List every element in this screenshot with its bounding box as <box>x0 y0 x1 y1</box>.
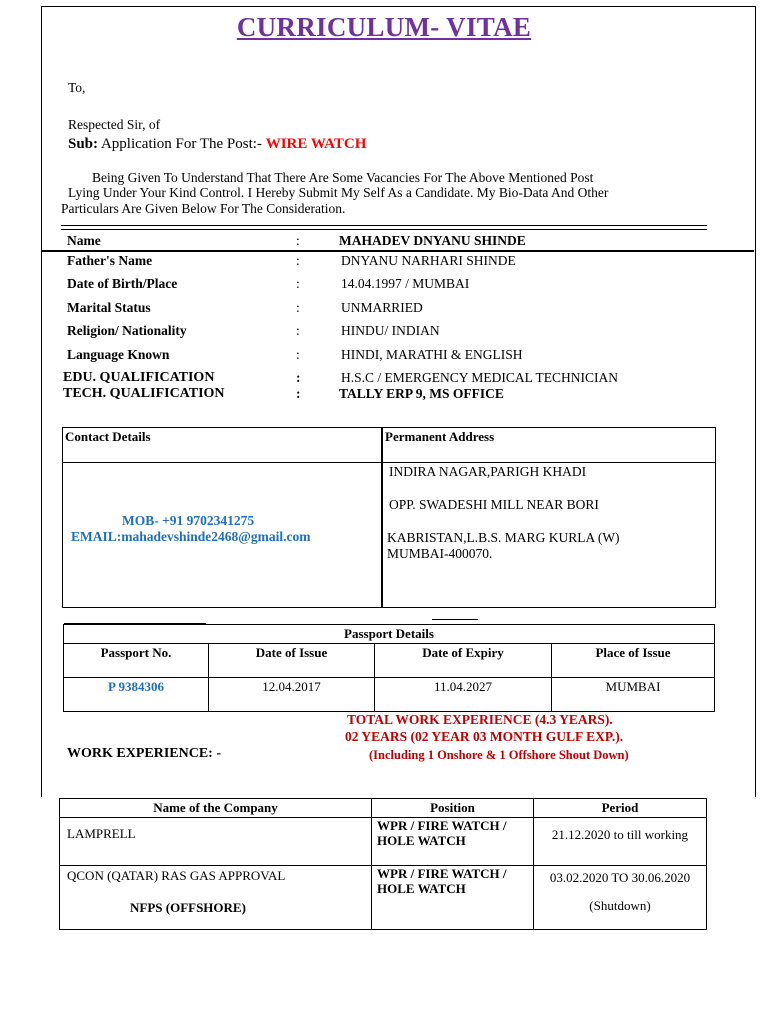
detail-value-edu: H.S.C / EMERGENCY MEDICAL TECHNICIAN <box>341 370 619 385</box>
passport-table <box>63 624 715 712</box>
address-cell <box>381 462 716 608</box>
contact-mobile: MOB- +91 9702341275 <box>122 513 255 528</box>
company-name: LAMPRELL <box>67 826 136 841</box>
letter-salutation: Respected Sir, of <box>68 117 161 132</box>
detail-colon: : <box>296 253 300 268</box>
letter-body-line-1: Being Given To Understand That There Are Some Vacancies For The Above Mentioned Post <box>92 170 594 185</box>
detail-label-tech: TECH. QUALIFICATION <box>63 386 225 401</box>
address-header-cell <box>381 427 716 463</box>
detail-colon: : <box>296 347 300 362</box>
work-position <box>372 818 534 866</box>
company-location: NFPS (OFFSHORE) <box>130 900 246 915</box>
period-note: (Shutdown) <box>589 898 651 913</box>
table-row <box>60 818 707 866</box>
passport-number: P 9384306 <box>64 678 209 712</box>
detail-value-marital: UNMARRIED <box>341 300 423 315</box>
detail-label-language: Language Known <box>67 347 170 362</box>
subject-label: Sub: <box>68 136 99 152</box>
address-line: OPP. SWADESHI MILL NEAR BORI <box>389 497 599 512</box>
contact-cell <box>62 462 383 608</box>
detail-colon: : <box>296 233 300 248</box>
work-experience-label: WORK EXPERIENCE: - <box>67 746 222 761</box>
detail-label-dob: Date of Birth/Place <box>67 276 178 291</box>
letter-body-line-3: Particulars Are Given Below For The Consideration. <box>61 201 346 216</box>
separator-line <box>61 229 707 230</box>
detail-label-edu: EDU. QUALIFICATION <box>63 370 215 385</box>
detail-label-marital: Marital Status <box>67 300 151 315</box>
passport-header: Passport No. <box>64 644 209 678</box>
work-position <box>372 866 534 930</box>
detail-value-father: DNYANU NARHARI SHINDE <box>341 253 516 268</box>
separator-line <box>61 225 707 226</box>
table-row <box>60 799 707 818</box>
company-name: QCON (QATAR) RAS GAS APPROVAL <box>67 868 286 883</box>
detail-label-name: Name <box>67 233 101 248</box>
total-experience: TOTAL WORK EXPERIENCE (4.3 YEARS). <box>347 712 613 727</box>
subject-post: WIRE WATCH <box>265 136 367 152</box>
detail-colon: : <box>296 323 300 338</box>
passport-header: Date of Expiry <box>375 644 552 678</box>
work-company <box>60 866 372 930</box>
work-header: Position <box>372 799 534 818</box>
address-line: KABRISTAN,L.B.S. MARG KURLA (W) <box>387 530 620 545</box>
work-header: Period <box>534 799 707 818</box>
detail-value-name: MAHADEV DNYANU SHINDE <box>339 233 526 248</box>
detail-colon: : <box>296 300 300 315</box>
table-row <box>64 678 715 712</box>
address-line: INDIRA NAGAR,PARIGH KHADI <box>389 464 587 479</box>
position-text: WPR / FIRE WATCH / HOLE WATCH <box>377 818 507 848</box>
contact-header: Contact Details <box>65 429 151 444</box>
passport-header: Place of Issue <box>552 644 715 678</box>
table-row <box>60 866 707 930</box>
contact-email: EMAIL:mahadevshinde2468@gmail.com <box>71 529 311 544</box>
letter-subject <box>68 136 366 153</box>
work-period <box>534 818 707 866</box>
experience-note: (Including 1 Onshore & 1 Offshore Shout Down) <box>369 748 629 762</box>
address-line: MUMBAI-400070. <box>387 546 493 561</box>
detail-value-religion: HINDU/ INDIAN <box>341 323 440 338</box>
letter-to: To, <box>68 80 86 95</box>
passport-title: Passport Details <box>64 625 715 644</box>
detail-value-language: HINDI, MARATHI & ENGLISH <box>341 347 523 362</box>
gulf-experience: 02 YEARS (02 YEAR 03 MONTH GULF EXP.). <box>345 729 624 744</box>
detail-label-religion: Religion/ Nationality <box>67 323 187 338</box>
detail-label-father: Father's Name <box>67 253 153 268</box>
separator-line <box>41 250 754 252</box>
passport-header: Date of Issue <box>209 644 375 678</box>
letter-body-line-2: Lying Under Your Kind Control. I Hereby Submit My Self As a Candidate. My Bio-Data And Other <box>68 185 609 200</box>
passport-expiry-date: 11.04.2027 <box>375 678 552 712</box>
detail-value-tech: TALLY ERP 9, MS OFFICE <box>339 386 504 401</box>
contact-header-cell <box>62 427 383 463</box>
period-text: 03.02.2020 TO 30.06.2020 <box>549 870 691 885</box>
work-period <box>534 866 707 930</box>
subject-text: Application For The Post:- <box>100 136 262 152</box>
period-text: 21.12.2020 to till working <box>551 827 689 842</box>
work-header: Name of the Company <box>60 799 372 818</box>
page-title: CURRICULUM- VITAE <box>236 12 532 42</box>
work-company <box>60 818 372 866</box>
separator-line <box>432 619 478 620</box>
passport-issue-date: 12.04.2017 <box>209 678 375 712</box>
detail-colon: : <box>296 276 300 291</box>
detail-colon: : <box>296 370 301 385</box>
address-header: Permanent Address <box>385 429 495 444</box>
work-experience-table <box>59 798 707 930</box>
table-row <box>64 644 715 678</box>
detail-colon: : <box>296 386 301 401</box>
detail-value-dob: 14.04.1997 / MUMBAI <box>341 276 470 291</box>
position-text: WPR / FIRE WATCH / HOLE WATCH <box>377 866 507 896</box>
passport-place: MUMBAI <box>552 678 715 712</box>
